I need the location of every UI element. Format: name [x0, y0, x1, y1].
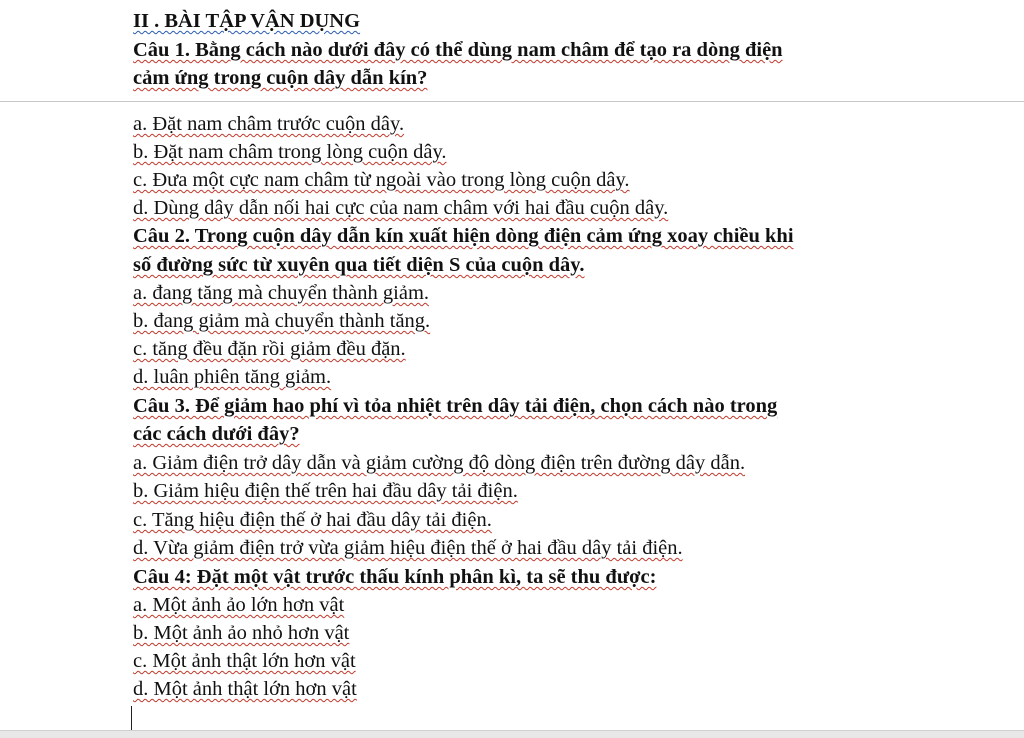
option-text: b. Giảm hiệu điện thế trên hai đầu dây tải điện.: [133, 480, 518, 502]
option-text: b. Một ảnh ảo nhỏ hơn vật: [133, 622, 350, 644]
question-3-text-1: Câu 3. Để giảm hao phí vì tỏa nhiệt trên dây tải điện, chọn cách nào trong: [133, 395, 778, 417]
question-3-option-a: [133, 449, 745, 477]
question-1-option-a: [133, 110, 404, 138]
question-4-option-d: [133, 675, 357, 703]
question-1-line-2: [133, 64, 427, 92]
question-4-text-1: Câu 4: Đặt một vật trước thấu kính phân kì, ta sẽ thu được:: [133, 566, 657, 588]
question-4-option-a: [133, 591, 344, 619]
question-2-option-a: [133, 279, 429, 307]
question-3-option-b: [133, 477, 518, 505]
text-cursor: [131, 706, 132, 730]
section-title: [133, 7, 360, 35]
question-3-option-c: [133, 506, 492, 534]
option-text: c. tăng đều đặn rồi giảm đều đặn.: [133, 338, 406, 360]
question-4-line-1: [133, 563, 656, 591]
question-1-text-2: cảm ứng trong cuộn dây dẫn kín?: [133, 67, 428, 89]
question-2-text-2: số đường sức từ xuyên qua tiết diện S của cuộn dây.: [133, 254, 585, 276]
option-text: a. Giảm điện trở dây dẫn và giảm cường độ dòng điện trên đường dây dẫn.: [133, 452, 746, 474]
question-4-option-b: [133, 619, 349, 647]
question-2-line-2: [133, 251, 585, 279]
option-text: a. đang tăng mà chuyển thành giảm.: [133, 282, 430, 304]
question-2-option-d: [133, 363, 331, 391]
option-text: b. đang giảm mà chuyển thành tăng.: [133, 310, 431, 332]
option-text: d. luân phiên tăng giảm.: [133, 366, 332, 388]
question-3-line-1: [133, 392, 777, 420]
question-2-option-b: [133, 307, 430, 335]
question-1-text-1: Câu 1. Bằng cách nào dưới đây có thể dùng nam châm để tạo ra dòng điện: [133, 39, 783, 61]
question-3-text-2: các cách dưới đây?: [133, 423, 300, 445]
option-text: c. Một ảnh thật lớn hơn vật: [133, 650, 356, 672]
option-text: a. Đặt nam châm trước cuộn dây.: [133, 113, 405, 135]
question-1-option-b: [133, 138, 447, 166]
question-2-option-c: [133, 335, 406, 363]
option-text: b. Đặt nam châm trong lòng cuộn dây.: [133, 141, 447, 163]
question-3-option-d: [133, 534, 683, 562]
option-text: d. Dùng dây dẫn nối hai cực của nam châm với hai đầu cuộn dây.: [133, 197, 669, 219]
option-text: d. Vừa giảm điện trở vừa giảm hiệu điện thế ở hai đầu dây tải điện.: [133, 537, 683, 559]
question-3-line-2: [133, 420, 300, 448]
question-1-line-1: [133, 36, 783, 64]
question-1-option-d: [133, 194, 668, 222]
question-2-line-1: [133, 222, 794, 250]
section-title-text: II . BÀI TẬP VẬN DỤNG: [133, 10, 361, 32]
question-4-option-c: [133, 647, 356, 675]
option-text: a. Một ảnh ảo lớn hơn vật: [133, 594, 345, 616]
option-text: c. Đưa một cực nam châm từ ngoài vào trong lòng cuộn dây.: [133, 169, 630, 191]
question-1-option-c: [133, 166, 630, 194]
option-text: c. Tăng hiệu điện thế ở hai đầu dây tải điện.: [133, 509, 492, 531]
option-text: d. Một ảnh thật lớn hơn vật: [133, 678, 357, 700]
question-2-text-1: Câu 2. Trong cuộn dây dẫn kín xuất hiện dòng điện cảm ứng xoay chiều khi: [133, 225, 794, 247]
page-break-divider: [0, 101, 1024, 102]
